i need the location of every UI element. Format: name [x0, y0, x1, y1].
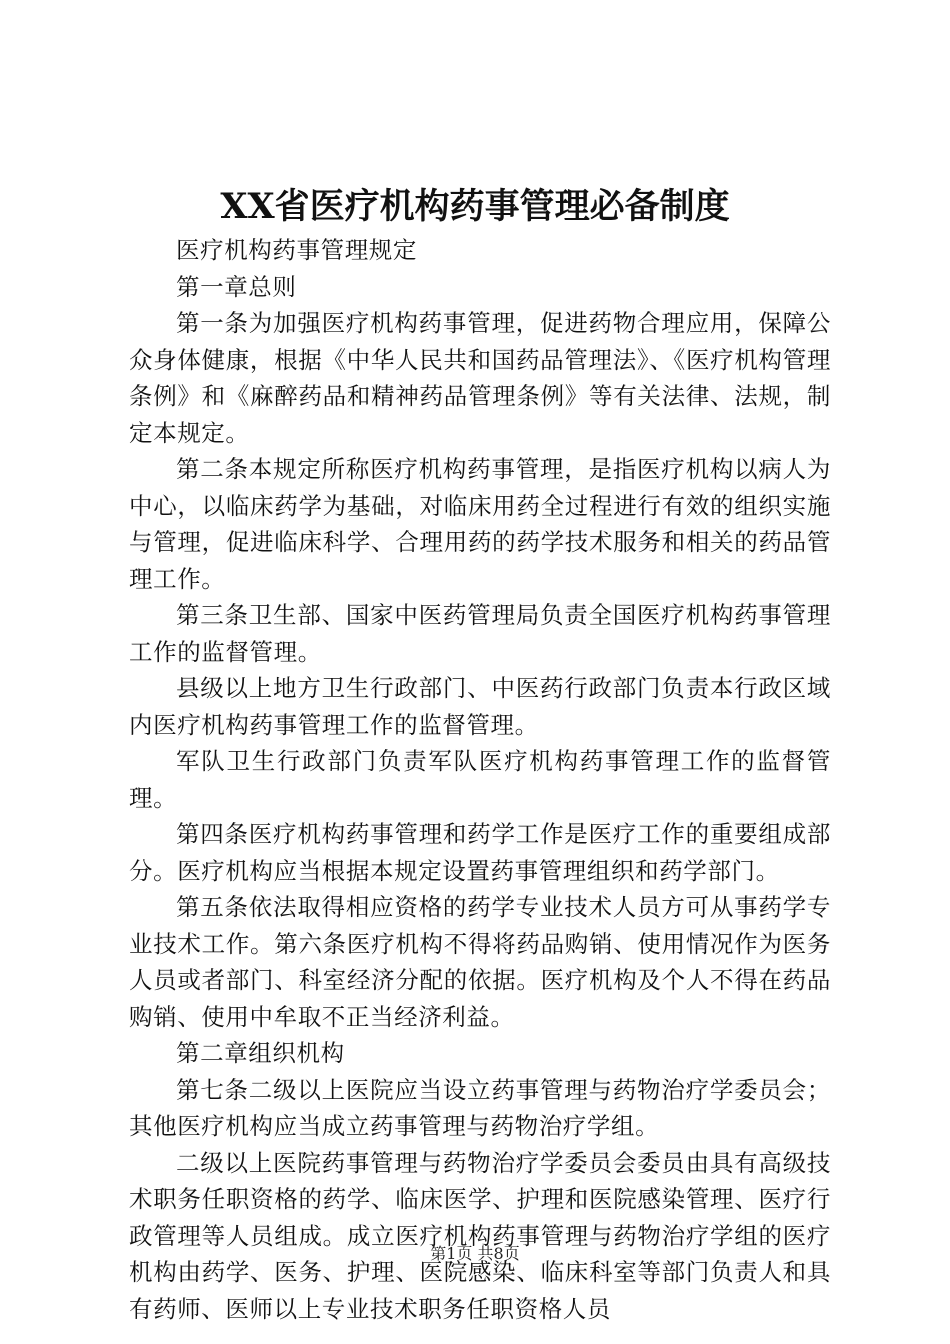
- paragraph: 第二条本规定所称医疗机构药事管理，是指医疗机构以病人为中心，以临床药学为基础，对临床用药全过程进行有效的组织实施与管理，促进临床科学、合理用药的药学技术服务和相关的药品管理工作。: [129, 455, 831, 593]
- document-body: [129, 232, 831, 1327]
- paragraph: 军队卫生行政部门负责军队医疗机构药事管理工作的监督管理。: [129, 747, 831, 812]
- paragraph: 二级以上医院药事管理与药物治疗学委员会委员由具有高级技术职务任职资格的药学、临床医学、护理和医院感染管理、医疗行政管理等人员组成。成立医疗机构药事管理与药物治疗学组的医疗机构由药学、医务、护理、医院感染、临床科室等部门负责人和具有药师、医师以上专业技术职务任职资格人员: [129, 1148, 831, 1323]
- page-title: XX省医疗机构药事管理必备制度: [220, 186, 730, 227]
- page-number: 第1页 共8页: [430, 1244, 520, 1263]
- paragraph: 医疗机构药事管理规定: [176, 236, 417, 264]
- paragraph: 第七条二级以上医院应当设立药事管理与药物治疗学委员会；其他医疗机构应当成立药事管理与药物治疗学组。: [129, 1075, 831, 1140]
- chapter-heading: 第二章组织机构: [176, 1039, 345, 1067]
- paragraph: 第一条为加强医疗机构药事管理，促进药物合理应用，保障公众身体健康，根据《中华人民共和国药品管理法》、《医疗机构管理条例》和《麻醉药品和精神药品管理条例》等有关法律、法规，制定本规定。: [129, 309, 831, 447]
- paragraph: 第三条卫生部、国家中医药管理局负责全国医疗机构药事管理工作的监督管理。: [129, 601, 831, 666]
- paragraph: 第五条依法取得相应资格的药学专业技术人员方可从事药学专业技术工作。第六条医疗机构不得将药品购销、使用情况作为医务人员或者部门、科室经济分配的依据。医疗机构及个人不得在药品购销、使用中牟取不正当经济利益。: [129, 893, 831, 1031]
- chapter-heading: 第一章总则: [176, 272, 297, 301]
- paragraph: 第四条医疗机构药事管理和药学工作是医疗工作的重要组成部分。医疗机构应当根据本规定设置药事管理组织和药学部门。: [129, 820, 831, 885]
- paragraph: 县级以上地方卫生行政部门、中医药行政部门负责本行政区域内医疗机构药事管理工作的监督管理。: [129, 674, 831, 739]
